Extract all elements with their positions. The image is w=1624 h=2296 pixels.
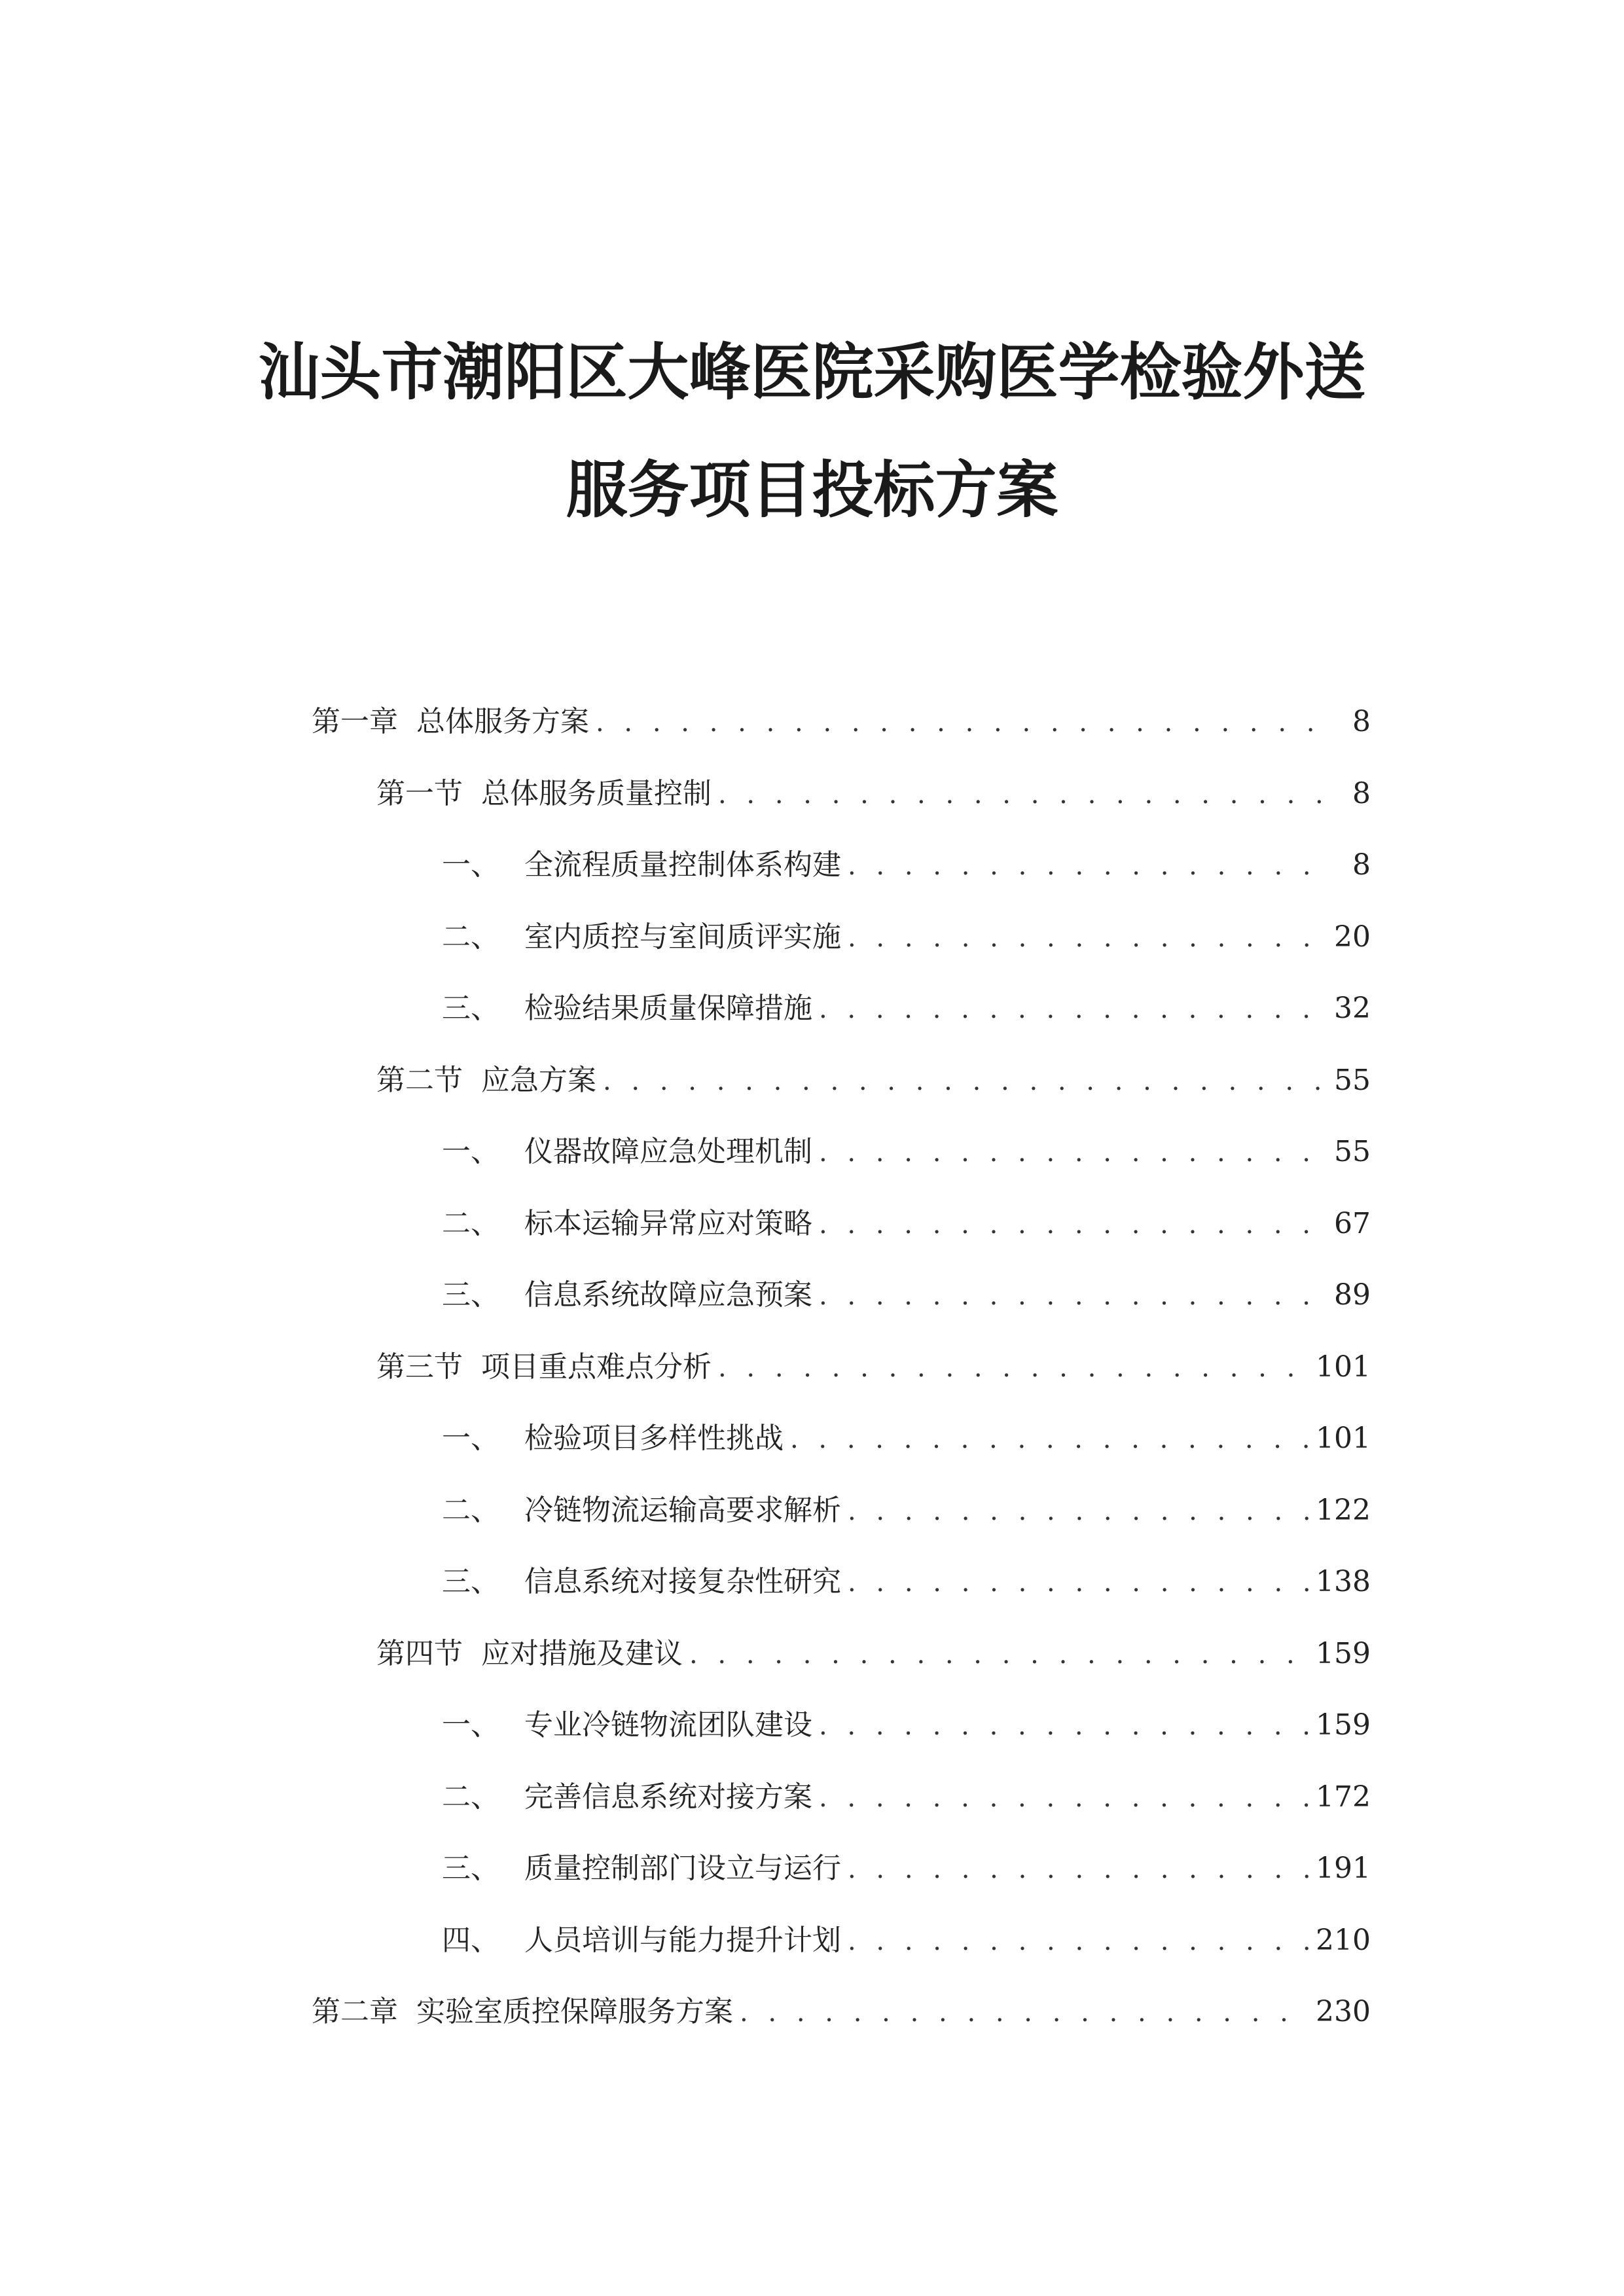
- toc-entry-number: 二、: [442, 920, 499, 954]
- toc-entry[interactable]: [442, 1918, 1371, 1964]
- toc-page-number: 191: [1316, 1852, 1371, 1885]
- toc-entry-number: 三、: [442, 1278, 499, 1312]
- toc-page-number: 101: [1316, 1350, 1371, 1384]
- toc-entry-label: [376, 1631, 683, 1677]
- toc-entry-title: 信息系统对接复杂性研究: [524, 1565, 841, 1598]
- toc-entry-title: 全流程质量控制体系构建: [524, 848, 841, 882]
- toc-entry-label: [442, 914, 841, 960]
- toc-dot-leader: [848, 1846, 1309, 1892]
- toc-page-number: 55: [1334, 1135, 1371, 1168]
- document-title-line-1: 汕头市潮阳区大峰医院采购医学检验外送: [258, 337, 1366, 408]
- toc-entry-number: 第一章: [312, 705, 398, 738]
- toc-entry[interactable]: [376, 1058, 1371, 1103]
- toc-dot-leader: [848, 1560, 1309, 1605]
- toc-entry-title: 总体服务方案: [416, 705, 589, 738]
- toc-entry[interactable]: [442, 1272, 1371, 1318]
- toc-entry-number: 三、: [442, 1565, 499, 1598]
- toc-page-number: 55: [1334, 1064, 1371, 1097]
- toc-entry-label: [312, 1989, 733, 2035]
- toc-entry[interactable]: [442, 1416, 1371, 1462]
- toc-entry-title: 标本运输异常应对策略: [524, 1207, 812, 1240]
- toc-page-number: 159: [1316, 1637, 1371, 1670]
- toc-page-number: 230: [1316, 1995, 1371, 2028]
- toc-dot-leader: [603, 1058, 1327, 1104]
- toc-dot-leader: [848, 1488, 1309, 1534]
- toc-entry-title: 应对措施及建议: [481, 1637, 683, 1670]
- toc-entry-label: [442, 1416, 784, 1462]
- toc-entry-title: 检验结果质量保障措施: [524, 992, 812, 1025]
- toc-entry[interactable]: [442, 1488, 1371, 1534]
- toc-dot-leader: [848, 915, 1327, 961]
- toc-page-number: 101: [1316, 1422, 1371, 1455]
- toc-dot-leader: [819, 1130, 1327, 1175]
- toc-page-number: 172: [1316, 1780, 1371, 1814]
- toc-entry-title: 信息系统故障应急预案: [524, 1278, 812, 1312]
- toc-dot-leader: [848, 1918, 1309, 1964]
- toc-entry-title: 室内质控与室间质评实施: [524, 920, 841, 954]
- toc-dot-leader: [790, 1416, 1309, 1462]
- toc-page-number: 138: [1316, 1565, 1371, 1598]
- toc-entry-label: [442, 1559, 841, 1605]
- toc-entry-label: [442, 1774, 812, 1820]
- toc-page-number: 122: [1316, 1494, 1371, 1527]
- toc-page-number: 8: [1352, 705, 1371, 738]
- toc-entry-number: 三、: [442, 1852, 499, 1885]
- toc-page-number: 67: [1334, 1207, 1371, 1240]
- toc-entry[interactable]: [442, 986, 1371, 1031]
- toc-entry-label: [376, 1058, 596, 1103]
- toc-entry[interactable]: [312, 699, 1371, 745]
- toc-entry[interactable]: [376, 1344, 1371, 1390]
- document-title-line-2: 服务项目投标方案: [566, 455, 1058, 526]
- toc-entry[interactable]: [376, 771, 1371, 817]
- toc-entry-label: [442, 986, 812, 1031]
- toc-dot-leader: [819, 1775, 1309, 1821]
- toc-entry-label: [442, 1702, 812, 1748]
- toc-page-number: 32: [1334, 992, 1371, 1025]
- toc-entry[interactable]: [442, 1559, 1371, 1605]
- toc-entry[interactable]: [442, 1774, 1371, 1820]
- toc-entry[interactable]: [376, 1631, 1371, 1677]
- toc-dot-leader: [718, 1345, 1309, 1391]
- toc-entry-number: 二、: [442, 1207, 499, 1240]
- toc-page-number: 8: [1352, 777, 1371, 810]
- toc-entry-number: 四、: [442, 1924, 499, 1957]
- toc-page-number: 159: [1316, 1708, 1371, 1742]
- toc-entry-number: 第一节: [376, 777, 463, 810]
- toc-entry[interactable]: [442, 1702, 1371, 1748]
- toc-dot-leader: [596, 700, 1331, 745]
- toc-entry-title: 质量控制部门设立与运行: [524, 1852, 841, 1885]
- toc-entry-number: 一、: [442, 1135, 499, 1168]
- toc-entry-number: 二、: [442, 1780, 499, 1814]
- toc-entry-label: [442, 1488, 841, 1534]
- toc-dot-leader: [819, 1703, 1309, 1749]
- toc-entry-label: [442, 1201, 812, 1247]
- toc-entry-number: 第二章: [312, 1995, 398, 2028]
- toc-entry-label: [376, 1344, 712, 1390]
- toc-dot-leader: [819, 1202, 1327, 1247]
- toc-page-number: 20: [1334, 920, 1371, 954]
- toc-dot-leader: [718, 772, 1331, 817]
- toc-entry-title: 专业冷链物流团队建设: [524, 1708, 812, 1742]
- toc-entry-number: 一、: [442, 848, 499, 882]
- toc-dot-leader: [848, 843, 1331, 889]
- toc-entry-number: 三、: [442, 992, 499, 1025]
- toc-entry-label: [442, 1846, 841, 1892]
- toc-dot-leader: [740, 1990, 1309, 2036]
- toc-entry-number: 一、: [442, 1422, 499, 1455]
- toc-entry-label: [442, 1129, 812, 1175]
- toc-entry-number: 第三节: [376, 1350, 463, 1384]
- toc-dot-leader: [819, 1273, 1327, 1319]
- toc-entry[interactable]: [442, 1129, 1371, 1175]
- toc-entry-title: 检验项目多样性挑战: [524, 1422, 784, 1455]
- toc-entry-title: 冷链物流运输高要求解析: [524, 1494, 841, 1527]
- toc-entry-title: 仪器故障应急处理机制: [524, 1135, 812, 1168]
- toc-entry-label: [376, 771, 712, 817]
- toc-entry-number: 第四节: [376, 1637, 463, 1670]
- toc-entry-number: 二、: [442, 1494, 499, 1527]
- toc-dot-leader: [689, 1632, 1309, 1677]
- toc-entry-title: 应急方案: [481, 1064, 596, 1097]
- toc-entry[interactable]: [442, 914, 1371, 960]
- toc-entry[interactable]: [442, 842, 1371, 888]
- toc-entry-title: 人员培训与能力提升计划: [524, 1924, 841, 1957]
- toc-entry-title: 项目重点难点分析: [481, 1350, 712, 1384]
- toc-entry-label: [442, 1272, 812, 1318]
- toc-entry-label: [442, 1918, 841, 1964]
- toc-page-number: 8: [1352, 848, 1371, 882]
- toc-entry-label: [312, 699, 589, 745]
- toc-page-number: 210: [1316, 1924, 1371, 1957]
- toc-dot-leader: [819, 986, 1327, 1032]
- toc-entry-number: 一、: [442, 1708, 499, 1742]
- toc-entry-title: 完善信息系统对接方案: [524, 1780, 812, 1814]
- toc-entry[interactable]: [442, 1846, 1371, 1892]
- toc-entry-number: 第二节: [376, 1064, 463, 1097]
- toc-entry-title: 实验室质控保障服务方案: [416, 1995, 733, 2028]
- toc-entry-label: [442, 842, 841, 888]
- toc-entry[interactable]: [312, 1989, 1371, 2035]
- toc-page-number: 89: [1334, 1278, 1371, 1312]
- toc-entry[interactable]: [442, 1201, 1371, 1247]
- toc-entry-title: 总体服务质量控制: [481, 777, 712, 810]
